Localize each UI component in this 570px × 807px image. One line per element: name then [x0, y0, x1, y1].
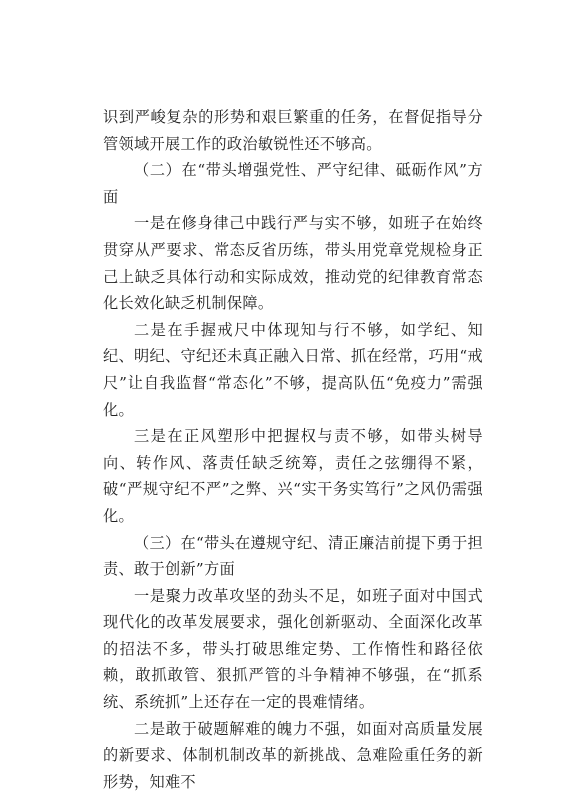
paragraph: 三是在正风塑形中把握权与责不够，如带头树导向、转作风、落责任缺乏统筹，责任之弦绷得不紧，破“严规守纪不严”之弊、兴“实干务实笃行”之风仍需强化。 — [103, 427, 483, 525]
paragraph: 二是在手握戒尺中体现知与行不够，如学纪、知纪、明纪、守纪还未真正融入日常、抓在经常，巧用“戒尺”让自我监督“常态化”不够，提高队伍“免疫力”需强化。 — [103, 320, 483, 419]
section-heading-3: （三）在“带头在遵规守纪、清正廉洁前提下勇于担责、敢于创新”方面 — [103, 533, 483, 579]
paragraph-continuation: 识到严峻复杂的形势和艰巨繁重的任务，在督促指导分管领域开展工作的政治敏锐性还不够高。 — [103, 108, 483, 153]
document-body — [103, 104, 483, 795]
paragraph: 一是在修身律己中践行严与实不够，如班子在始终贯穿从严要求、常态反省历练，带头用党章党规检身正己上缺乏具体行动和实际成效，推动党的纪律教育常态化长效化缺乏机制保障。 — [103, 214, 483, 313]
paragraph: 一是聚力改革攻坚的劲头不足，如班子面对中国式现代化的改革发展要求，强化创新驱动、全面深化改革的招法不多，带头打破思维定势、工作惰性和路径依赖，敢抓敢管、狠抓严管的斗争精神不够强，在“抓系统、系统抓”上还存在一定的畏难情绪。 — [103, 586, 483, 712]
paragraph: 二是敢于破题解难的魄力不强，如面对高质量发展的新要求、体制机制改革的新挑战、急难险重任务的新形势，知难不 — [103, 719, 483, 791]
section-heading-2: （二）在“带头增强党性、严守纪律、砥砺作风”方面 — [103, 161, 483, 206]
